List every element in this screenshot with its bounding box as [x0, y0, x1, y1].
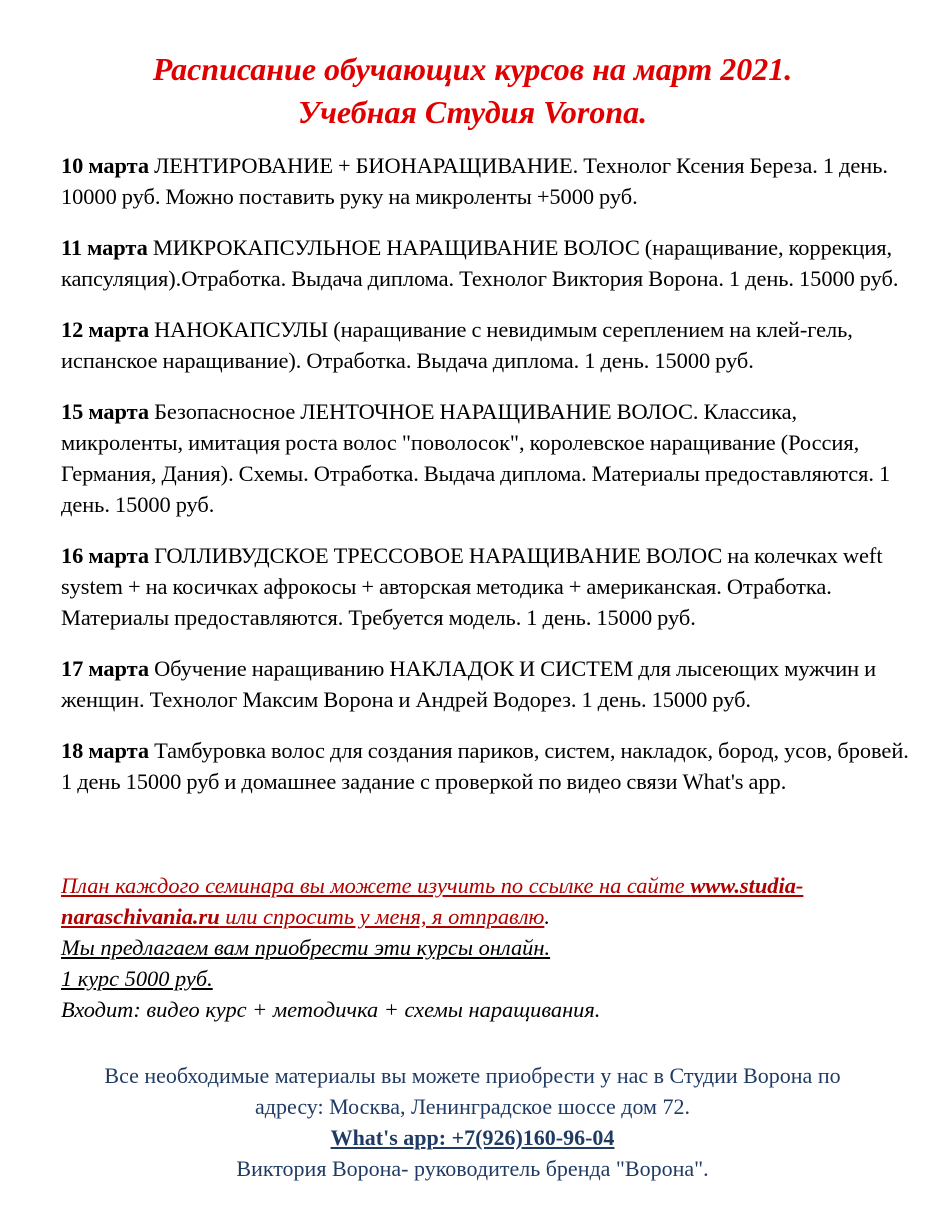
- course-price: 1 курс 5000 руб.: [61, 966, 213, 991]
- course-description: Обучение наращиванию НАКЛАДОК И СИСТЕМ для лысеющих мужчин и женщин. Технолог Максим Ворона и Андрей Водорез. 1 день. 15000 руб.: [61, 656, 877, 712]
- website-link-continued[interactable]: naraschivania.ru: [61, 904, 220, 929]
- course-date: 18 марта: [61, 738, 150, 763]
- online-offer-text: Мы предлагаем вам приобрести эти курсы онлайн.: [61, 935, 551, 960]
- course-description: Безопасносное ЛЕНТОЧНОЕ НАРАЩИВАНИЕ ВОЛОС. Классика, микроленты, имитация роста волос "поволосок", королевское наращивание (Россия, Германия, Дания). Схемы. Отработка. Выдача диплома. Материалы предоставляются. 1 день. 15000 руб.: [61, 399, 891, 517]
- course-entry: [61, 396, 911, 520]
- course-description: ГОЛЛИВУДСКОЕ ТРЕССОВОЕ НАРАЩИВАНИЕ ВОЛОС на колечках weft system + на косичках афрокосы + авторская методика + американская. Отработка. Материалы предоставляются. Требуется модель. 1 день. 15000 руб.: [61, 543, 883, 630]
- ask-me-text: или спросить у меня, я отправлю: [219, 904, 545, 929]
- course-date: 16 марта: [61, 543, 150, 568]
- course-date: 10 марта: [61, 153, 150, 178]
- seminar-plan-line-2: [61, 901, 911, 932]
- footer-address: адресу: Москва, Ленинградское шоссе дом 72.: [255, 1094, 690, 1119]
- price-line: [61, 963, 911, 994]
- course-entry: [61, 540, 911, 633]
- course-date: 15 марта: [61, 399, 150, 424]
- course-entry: [61, 653, 911, 715]
- course-entry: [61, 314, 911, 376]
- course-date: 12 марта: [61, 317, 150, 342]
- whatsapp-phone-link[interactable]: What's app: +7(926)160-96-04: [330, 1125, 615, 1150]
- course-entry: [61, 150, 911, 212]
- includes-line: [61, 994, 911, 1025]
- course-schedule: [61, 150, 911, 817]
- course-description: НАНОКАПСУЛЫ (наращивание с невидимым сереплением на клей-гель, испанское наращивание). Отработка. Выдача диплома. 1 день. 15000 руб.: [61, 317, 853, 373]
- course-date: 11 марта: [61, 235, 148, 260]
- course-entry: [61, 735, 911, 797]
- course-includes: Входит: видео курс + методичка + схемы наращивания.: [61, 997, 601, 1022]
- website-link[interactable]: www.studia-: [690, 873, 804, 898]
- online-offer-line: [61, 932, 911, 963]
- seminar-plan-text: План каждого семинара вы можете изучить по ссылке на сайте: [61, 873, 691, 898]
- page-subtitle: Учебная Студия Vorona.: [297, 94, 648, 130]
- course-entry: [61, 232, 911, 294]
- online-offer-block: [61, 870, 911, 1025]
- course-date: 17 марта: [61, 656, 150, 681]
- footer-contacts: [0, 1060, 945, 1184]
- course-description: Тамбуровка волос для создания париков, систем, накладок, бород, усов, бровей. 1 день 15000 руб и домашнее задание с проверкой по видео связи What's app.: [61, 738, 909, 794]
- course-description: ЛЕНТИРОВАНИЕ + БИОНАРАЩИВАНИЕ. Технолог Ксения Береза. 1 день. 10000 руб. Можно поставить руку на микроленты +5000 руб.: [61, 153, 888, 209]
- footer-materials-text: Все необходимые материалы вы можете приобрести у нас в Студии Ворона по: [104, 1063, 841, 1088]
- sentence-period: .: [544, 904, 550, 929]
- footer-phone-line: [0, 1122, 945, 1153]
- footer-signature: Виктория Ворона- руководитель бренда "Ворона".: [236, 1156, 709, 1181]
- course-description: МИКРОКАПСУЛЬНОЕ НАРАЩИВАНИЕ ВОЛОС (наращивание, коррекция, капсуляция).Отработка. Выдача диплома. Технолог Виктория Ворона. 1 день. 15000 руб.: [61, 235, 899, 291]
- page-title: Расписание обучающих курсов на март 2021.: [152, 51, 793, 87]
- seminar-plan-line: [61, 870, 911, 901]
